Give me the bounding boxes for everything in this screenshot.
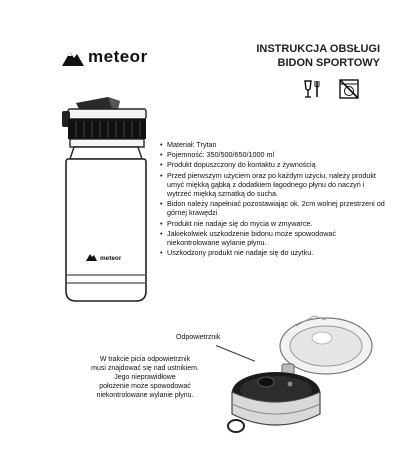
spec-item: • Produkt dopuszczony do kontaktu z żywnością bbox=[160, 160, 390, 169]
mountain-logo-icon bbox=[62, 48, 84, 66]
spec-item: • Przed pierwszym użyciem oraz po każdym użyciu, należy produkt umyć miękką gąbką z dodatkiem łagodnego płynu do naczyń i wytrzeć miękką szmatką do sucha. bbox=[160, 171, 390, 199]
warning-line-1: W trakcie picia odpowietrznik bbox=[99, 356, 191, 363]
spec-item: • Produkt nie nadaje się do mycia w zmywarce. bbox=[160, 219, 390, 228]
spec-item: • Bidon należy napełniać pozostawiając ok. 2cm wolnej przestrzeni od górnej krawędzi bbox=[160, 199, 390, 217]
brand-logo bbox=[62, 44, 182, 70]
warning-line-3: Jego nieprawidłowe bbox=[114, 374, 176, 381]
bottle-logo-text: meteor bbox=[100, 255, 122, 262]
care-icons bbox=[302, 78, 360, 100]
title-line-2: BIDON SPORTOWY bbox=[277, 57, 380, 69]
logo-text: meteor bbox=[88, 47, 148, 66]
specs-list bbox=[160, 140, 390, 258]
spec-item: • Pojemność: 350/500/650/1000 ml bbox=[160, 150, 390, 159]
warning-line-5: niekontrolowane wylanie płynu. bbox=[96, 392, 194, 399]
vent-callout-label: Odpowietrznik bbox=[176, 334, 221, 341]
vent-warning-text bbox=[70, 355, 220, 400]
spec-item: • Materiał: Trytan bbox=[160, 140, 390, 149]
document-title bbox=[256, 42, 380, 70]
warning-line-2: musi znajdować się nad ustnikiem. bbox=[91, 365, 199, 372]
no-dishwasher-icon bbox=[338, 78, 360, 100]
cap-closeup-illustration bbox=[226, 308, 386, 440]
spec-item: • Jakiekolwiek uszkodzenie bidonu może spowodować niekontrolowane wylanie płynu. bbox=[160, 229, 390, 247]
title-line-1: INSTRUKCJA OBSŁUGI bbox=[256, 43, 380, 55]
warning-line-4: położenie może spowodować bbox=[99, 383, 191, 390]
bottle-illustration bbox=[58, 95, 154, 305]
glass-fork-icon bbox=[302, 78, 324, 100]
spec-item: • Uszkodzony produkt nie nadaje się do użytku. bbox=[160, 248, 390, 257]
